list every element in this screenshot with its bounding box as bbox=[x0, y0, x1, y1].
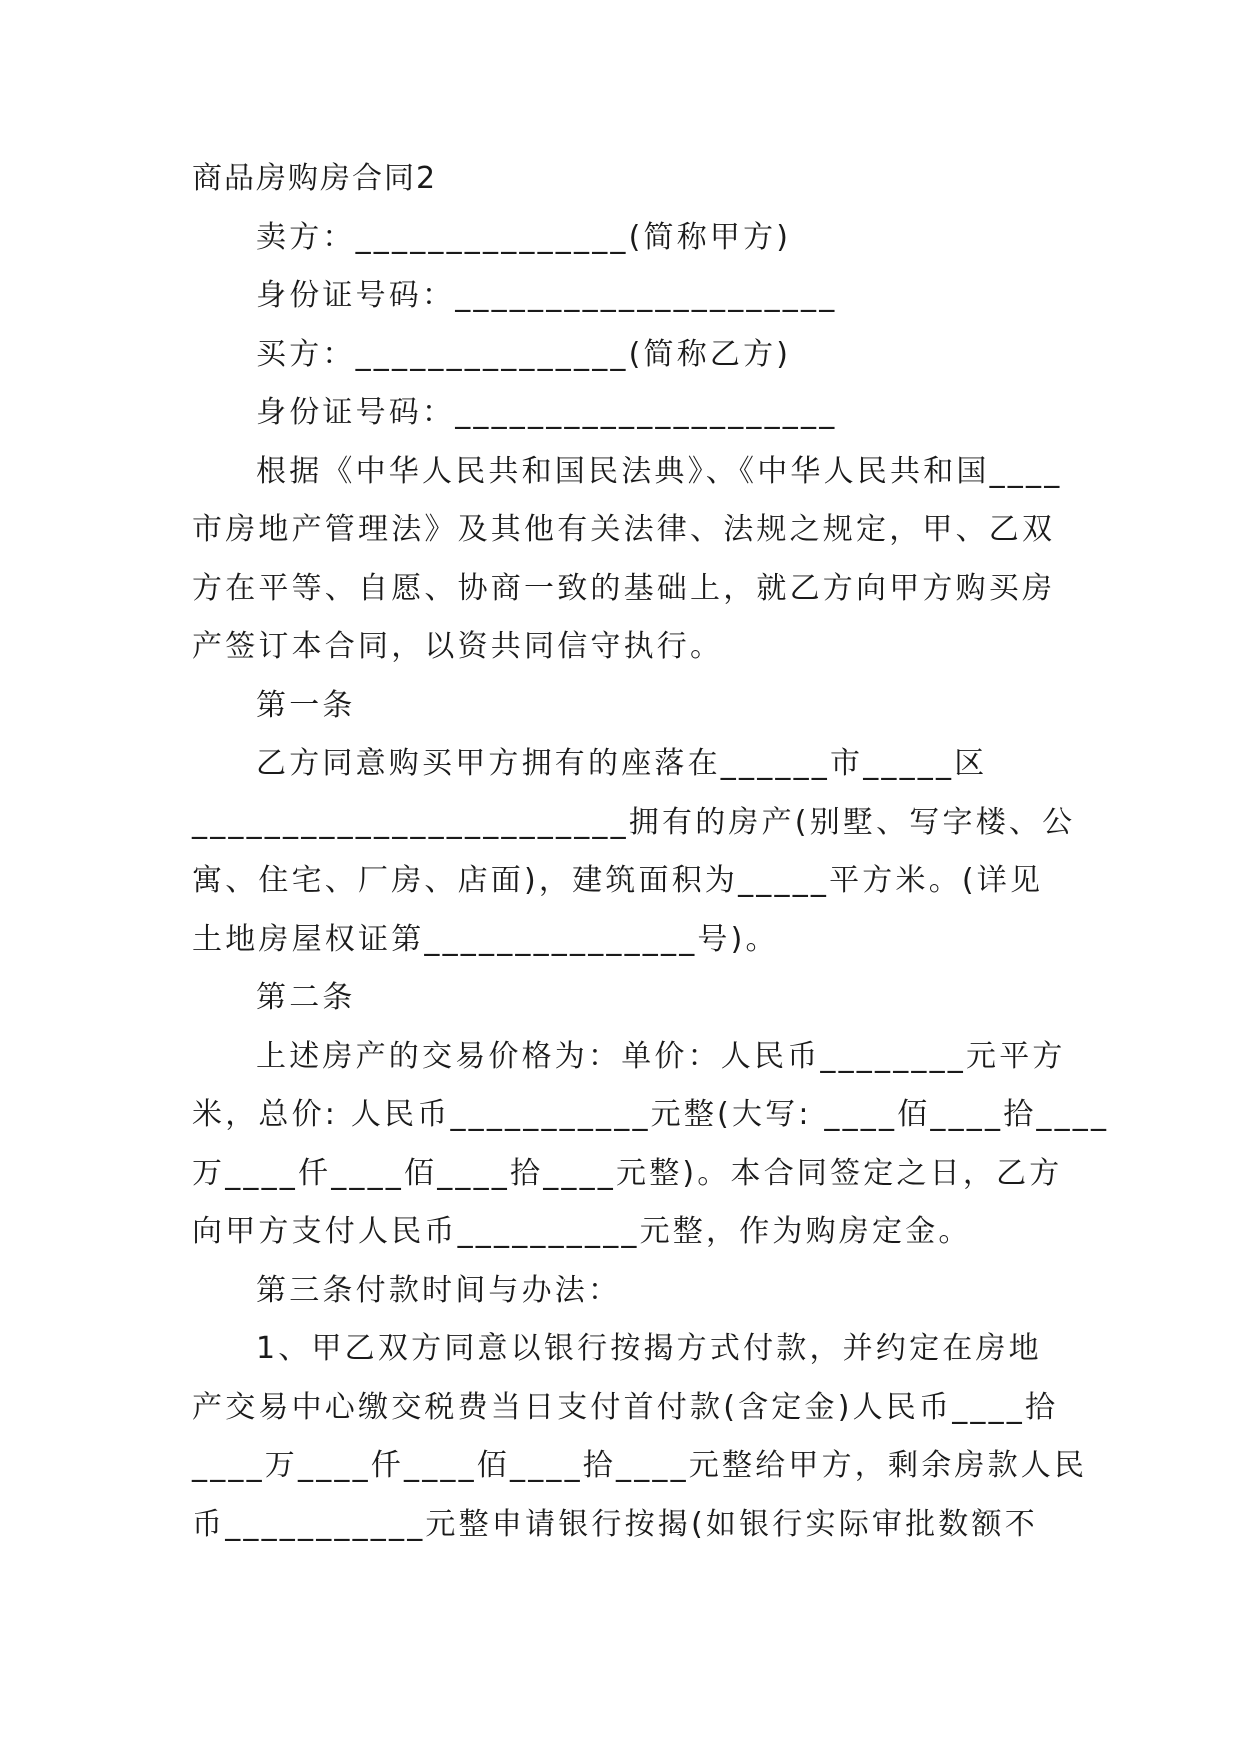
article-2-line-2: 米，总价: 人民币___________元整(大写: ____佰____拾____ bbox=[192, 1097, 1110, 1132]
article-2-line-4: 向甲方支付人民币__________元整，作为购房定金。 bbox=[192, 1214, 972, 1249]
article-2-heading: 第二条 bbox=[256, 980, 356, 1015]
buyer-line: 买方：_______________(简称乙方) bbox=[256, 336, 792, 372]
preamble-line-4: 产签订本合同，以资共同信守执行。 bbox=[192, 629, 724, 664]
seller-id-line: 身份证号码：_____________________ bbox=[256, 278, 838, 313]
article-2-line-3: 万____仟____佰____拾____元整)。本合同签定之日，乙方 bbox=[192, 1155, 1063, 1191]
article-1-heading: 第一条 bbox=[256, 687, 356, 723]
article-1-line-2: ________________________拥有的房产(别墅、写字楼、公 bbox=[192, 804, 1076, 840]
article-3-line-4: 币___________元整申请银行按揭(如银行实际审批数额不 bbox=[192, 1506, 1038, 1542]
buyer-id-line: 身份证号码：_____________________ bbox=[256, 395, 838, 430]
article-1-line-3: 寓、住宅、厂房、店面)，建筑面积为_____平方米。(详见 bbox=[192, 863, 1044, 898]
article-3-line-2: 产交易中心缴交税费当日支付首付款(含定金)人民币____拾 bbox=[192, 1389, 1059, 1425]
document-title: 商品房购房合同2 bbox=[192, 161, 438, 196]
article-1-line-4: 土地房屋权证第_______________号)。 bbox=[192, 921, 779, 957]
article-3-line-1: 1、甲乙双方同意以银行按揭方式付款，并约定在房地 bbox=[256, 1331, 1042, 1366]
seller-line: 卖方：_______________(简称甲方) bbox=[256, 219, 792, 255]
article-3-heading: 第三条付款时间与办法： bbox=[256, 1272, 622, 1308]
preamble-line-1: 根据《中华人民共和国民法典》、《中华人民共和国____ bbox=[256, 453, 1063, 489]
preamble-line-2: 市房地产管理法》及其他有关法律、法规之规定，甲、乙双 bbox=[192, 512, 1056, 547]
preamble-line-3: 方在平等、自愿、协商一致的基础上，就乙方向甲方购买房 bbox=[192, 570, 1056, 606]
article-3-line-3: ____万____仟____佰____拾____元整给甲方，剩余房款人民 bbox=[192, 1448, 1088, 1483]
document-page bbox=[192, 150, 1110, 1554]
article-1-line-1: 乙方同意购买甲方拥有的座落在______市_____区 bbox=[256, 746, 988, 781]
article-2-line-1: 上述房产的交易价格为：单价：人民币________元平方 bbox=[256, 1038, 1066, 1074]
